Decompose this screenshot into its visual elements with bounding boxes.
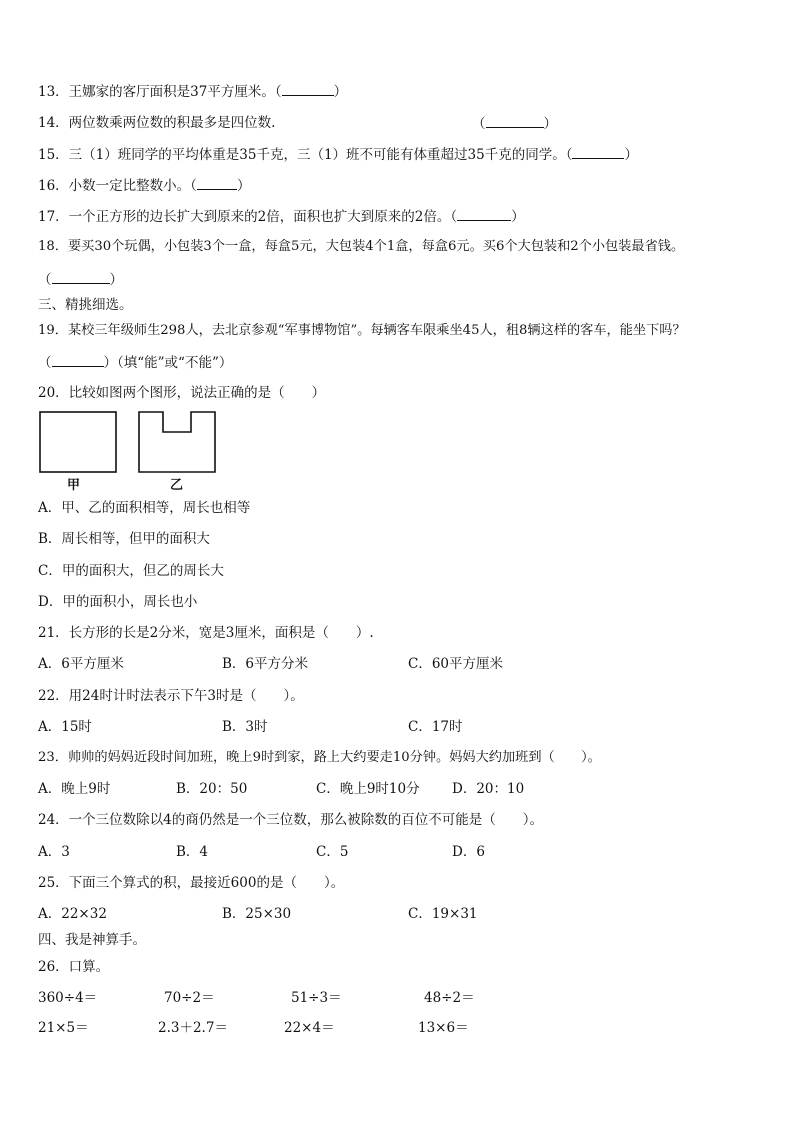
question-16 (38, 176, 250, 195)
figure-label-yi: 乙 (170, 478, 184, 493)
option-c[interactable]: C．19×31 (408, 906, 478, 922)
shape-yi (139, 412, 215, 472)
option-a[interactable]: A．15时 (38, 719, 92, 735)
answer-blank[interactable] (52, 270, 110, 284)
calc-item: 13×6＝ (418, 1020, 469, 1036)
option-a[interactable]: A．22×32 (38, 906, 107, 922)
option-d[interactable]: D．20：10 (452, 781, 525, 797)
answer-blank[interactable] (572, 145, 624, 159)
question-15-text: 15．三（1）班同学的平均体重是35千克，三（1）班不可能有体重超过35千克的同学。（ (38, 147, 573, 163)
question-20-text: 20．比较如图两个图形，说法正确的是（ ） (38, 385, 326, 401)
calc-item: 51÷3＝ (291, 990, 342, 1006)
figure-label-jia: 甲 (67, 478, 81, 493)
question-13-text: 13．王娜家的客厅面积是37平方厘米。（ (38, 84, 282, 100)
question-24: 24．一个三位数除以4的商仍然是一个三位数，那么被除数的百位不可能是（ ）。 (38, 812, 544, 828)
option-b[interactable]: B．3时 (222, 719, 268, 735)
question-15 (38, 145, 638, 164)
question-26: 26．口算。 (38, 959, 110, 975)
shape-jia (40, 412, 116, 472)
question-18-text: 18．要买30个玩偶，小包装3个一盒，每盒5元，大包装4个1盒，每盒6元。买6个大包装和2个小包装最省钱。 (38, 239, 685, 254)
paren-open: （ (38, 355, 52, 371)
option-b[interactable]: B．4 (176, 844, 209, 860)
question-23: 23．帅帅的妈妈近段时间加班，晚上9时到家，路上大约要走10分钟。妈妈大约加班到（ ）。 (38, 750, 601, 765)
option-a[interactable]: A．甲、乙的面积相等，周长也相等 (38, 500, 251, 516)
calc-item: 48÷2＝ (424, 990, 475, 1006)
paren-open: （ (472, 116, 486, 132)
question-14-text: 14．两位数乘两位数的积最多是四位数. (38, 115, 276, 131)
option-b[interactable]: B．周长相等，但甲的面积大 (38, 531, 210, 547)
answer-blank[interactable] (197, 176, 237, 190)
answer-blank[interactable] (486, 114, 544, 128)
option-b[interactable]: B．6平方分米 (222, 656, 309, 672)
question-19 (38, 322, 686, 340)
answer-blank[interactable] (282, 82, 334, 96)
paren-close: ） (109, 272, 123, 288)
answer-hint: ）（填“能”或“不能”） (103, 355, 233, 371)
calc-item: 21×5＝ (38, 1020, 89, 1036)
question-17 (38, 207, 525, 226)
paren-open: （ (38, 272, 52, 288)
option-d[interactable]: D．6 (452, 844, 485, 860)
paren-close: ） (236, 178, 251, 194)
question-14-answer (472, 114, 557, 133)
option-a[interactable]: A．6平方厘米 (38, 656, 124, 672)
option-a[interactable]: A．3 (38, 844, 70, 860)
section-title-3: 三、精挑细选。 (38, 297, 133, 313)
calc-item: 2.3＋2.7＝ (158, 1020, 228, 1036)
question-16-text: 16．小数一定比整数小。（ (38, 178, 197, 194)
answer-blank[interactable] (52, 353, 104, 367)
calc-item: 360÷4＝ (38, 990, 98, 1006)
calc-item: 70÷2＝ (164, 990, 215, 1006)
option-b[interactable]: B．20：50 (176, 781, 248, 797)
calc-item: 22×4＝ (284, 1020, 335, 1036)
option-c[interactable]: C．5 (316, 844, 349, 860)
question-14 (38, 114, 275, 132)
option-c[interactable]: C．晚上9时10分 (316, 781, 420, 797)
paren-close: ） (333, 84, 348, 100)
option-c[interactable]: C．17时 (408, 719, 463, 735)
option-a[interactable]: A．晚上9时 (38, 781, 111, 797)
question-13 (38, 82, 347, 101)
option-b[interactable]: B．25×30 (222, 906, 292, 922)
paren-close: ） (543, 116, 557, 132)
paren-close: ） (511, 209, 525, 225)
question-19-answer (38, 353, 232, 372)
question-21: 21．长方形的长是2分米，宽是3厘米，面积是（ ）. (38, 625, 374, 641)
question-22: 22．用24时计时法表示下午3时是（ ）。 (38, 688, 304, 704)
question-18 (38, 238, 684, 256)
option-d[interactable]: D．甲的面积小，周长也小 (38, 594, 198, 610)
shapes-figure (38, 410, 228, 475)
paren-close: ） (624, 147, 638, 163)
question-17-text: 17．一个正方形的边长扩大到原来的2倍，面积也扩大到原来的2倍。（ (38, 209, 458, 225)
option-c[interactable]: C．60平方厘米 (408, 656, 504, 672)
option-c[interactable]: C．甲的面积大，但乙的周长大 (38, 563, 224, 579)
question-20 (38, 384, 325, 402)
question-25: 25．下面三个算式的积，最接近600的是（ ）。 (38, 875, 345, 891)
answer-blank[interactable] (457, 207, 511, 221)
section-title-4: 四、我是神算手。 (38, 932, 146, 948)
question-19-text: 19．某校三年级师生298人，去北京参观“军事博物馆”。每辆客车限乘坐45人，租8辆这样的客车，能坐下吗？ (38, 323, 686, 338)
question-18-answer (38, 270, 123, 289)
